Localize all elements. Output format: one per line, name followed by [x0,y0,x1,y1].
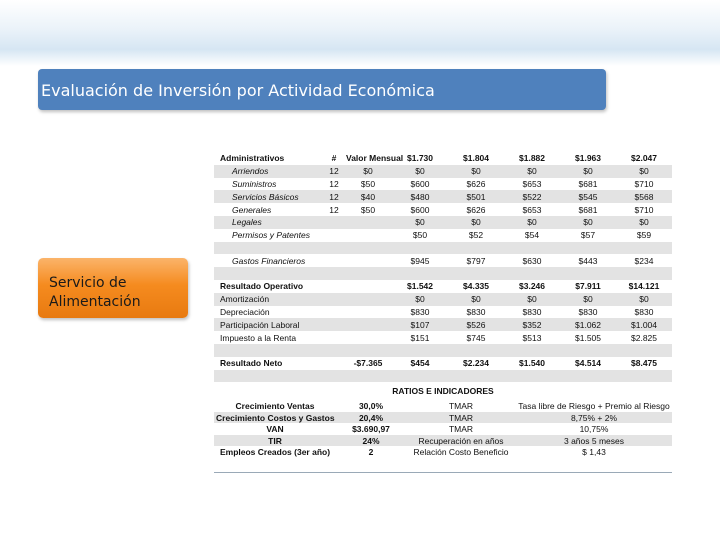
row-year-2: $626 [466,204,486,215]
row-year-3: $0 [504,165,560,178]
table-row [214,318,672,331]
row-year-2: $745 [466,332,486,343]
row-monthly [344,254,392,267]
header-year-1: $1.730 [407,153,433,164]
ratio-label: Empleos Creados (3er año) [219,447,331,458]
row-label [214,242,324,255]
row-monthly [344,344,392,357]
table-row [214,331,672,344]
row-year-2: $0 [448,165,504,178]
table-row [214,280,672,293]
row-year-5: $0 [616,165,672,178]
row-label: Participación Laboral [214,318,324,331]
ratio-row [214,400,672,412]
row-monthly [344,306,392,319]
row-year-1: $1.542 [407,281,433,292]
row-monthly [344,370,392,383]
table-row [214,242,672,255]
row-year-2 [448,242,504,255]
ratio-metric: TMAR [406,412,516,424]
row-year-2: $830 [466,306,486,317]
row-year-2 [448,370,504,383]
row-year-4: $0 [560,165,616,178]
row-year-3: $522 [504,190,560,203]
row-monthly: $40 [344,190,392,203]
ratios-table [214,400,672,458]
row-year-4: $681 [578,178,598,189]
table-bottom-rule [214,472,672,473]
financial-table [214,152,672,382]
row-year-3: $54 [524,230,540,241]
row-year-3: $653 [522,178,542,189]
ratio-detail: $ 1,43 [582,447,606,458]
ratio-metric: TMAR [448,401,474,412]
ratio-detail: Tasa libre de Riesgo + Premio al Riesgo [518,401,670,412]
row-year-2 [448,267,504,280]
row-year-1: $945 [410,255,430,266]
row-year-2: $626 [466,178,486,189]
category-label: Servicio de Alimentación [49,275,141,310]
ratio-value: 2 [368,447,374,458]
ratio-row [214,412,672,424]
row-year-4 [560,344,616,357]
row-year-5: $830 [634,306,654,317]
row-qty [324,370,344,383]
row-year-5: $568 [616,190,672,203]
row-qty [324,331,344,344]
slide-title: Evaluación de Inversión por Actividad Económica [41,81,435,100]
row-qty [324,344,344,357]
header-monthly: Valor Mensual [346,153,404,164]
table-row [214,357,672,370]
row-monthly [344,331,392,344]
row-year-1: $0 [392,165,448,178]
row-year-5 [616,242,672,255]
row-year-3: $513 [522,332,542,343]
row-monthly [344,216,392,229]
row-year-4 [560,242,616,255]
row-year-3 [504,267,560,280]
row-year-4: $4.514 [575,358,601,369]
row-year-3: $653 [522,204,542,215]
row-year-3: $0 [504,293,560,306]
row-year-3 [504,344,560,357]
row-year-2: $0 [448,216,504,229]
ratio-row [214,423,672,435]
row-year-5: $234 [634,255,654,266]
row-label: Suministros [232,178,277,189]
row-label: Resultado Neto [220,358,283,369]
row-year-3: $3.246 [519,281,545,292]
row-year-2: $797 [466,255,486,266]
row-qty [324,293,344,306]
row-year-3: $1.540 [519,358,545,369]
row-year-1: $600 [410,178,430,189]
ratio-metric: Recuperación en años [406,435,516,447]
row-year-2: $526 [448,318,504,331]
row-label [214,370,324,383]
table-row [214,203,672,216]
table-row [214,344,672,357]
row-label: Arriendos [214,165,324,178]
row-monthly: $50 [360,204,376,215]
row-label [214,267,324,280]
row-year-5: $0 [616,216,672,229]
row-year-4: $681 [578,204,598,215]
row-qty [324,318,344,331]
row-monthly [344,242,392,255]
row-year-2: $52 [468,230,484,241]
row-year-4: $1.062 [560,318,616,331]
table-header-row [214,152,672,165]
header-label: Administrativos [220,153,285,164]
row-year-5: $0 [616,293,672,306]
row-year-1: $454 [410,358,430,369]
ratio-detail: 3 años 5 meses [516,435,672,447]
row-label [214,344,324,357]
row-year-3: $630 [522,255,542,266]
row-label: Permisos y Patentes [232,230,310,241]
header-year-4: $1.963 [575,153,601,164]
ratio-value: 20,4% [336,412,406,424]
row-year-3: $0 [504,216,560,229]
financial-sheet [214,152,672,458]
row-year-5: $14.121 [628,281,660,292]
row-label: Impuesto a la Renta [220,332,297,343]
ratio-value: 30,0% [358,401,384,412]
row-year-2: $501 [448,190,504,203]
ratio-value: 24% [336,435,406,447]
header-year-5: $2.047 [631,153,657,164]
header-year-3: $1.882 [519,153,545,164]
table-row [214,267,672,280]
ratios-title: RATIOS E INDICADORES [392,386,494,397]
row-year-1: $830 [410,306,430,317]
row-year-5 [616,370,672,383]
row-year-5: $59 [636,230,652,241]
ratio-label: Crecimiento Costos y Gastos [216,412,335,423]
row-year-5: $1.004 [616,318,672,331]
row-year-4 [560,370,616,383]
row-label: Amortización [214,293,324,306]
row-year-1 [392,344,448,357]
row-qty [324,242,344,255]
row-year-5 [616,267,672,280]
row-year-2: $0 [448,293,504,306]
table-row [214,190,672,203]
table-row [214,216,672,229]
row-year-4: $7.911 [575,281,601,292]
row-qty [324,306,344,319]
row-year-1: $480 [392,190,448,203]
row-year-4: $830 [578,306,598,317]
row-year-1 [392,267,448,280]
table-row [214,165,672,178]
row-year-4 [560,267,616,280]
row-label: Resultado Operativo [220,281,304,292]
row-year-1: $151 [410,332,430,343]
ratio-metric: TMAR [448,424,474,435]
row-qty [324,254,344,267]
row-monthly [344,267,392,280]
ratio-metric: Relación Costo Beneficio [413,447,509,458]
row-year-3: $352 [504,318,560,331]
row-monthly [344,293,392,306]
row-year-4: $57 [580,230,596,241]
row-label: Generales [232,204,272,215]
row-qty: 12 [329,204,339,215]
row-qty [324,216,344,229]
row-label: Depreciación [220,306,270,317]
ratio-value: $3.690,97 [352,424,390,435]
ratio-label: TIR [214,435,336,447]
row-qty: 12 [324,190,344,203]
row-year-1: $0 [392,293,448,306]
table-row [214,370,672,383]
row-monthly: $0 [344,165,392,178]
row-year-5: $8.475 [631,358,657,369]
row-monthly [344,229,392,242]
row-monthly [344,318,392,331]
row-label: Gastos Financieros [232,255,306,266]
header-year-2: $1.804 [463,153,489,164]
row-year-1: $0 [392,216,448,229]
header-qty: # [331,153,337,164]
row-qty [324,357,344,370]
row-year-2: $4.335 [463,281,489,292]
row-year-1 [392,242,448,255]
row-year-2 [448,344,504,357]
row-year-1: $50 [412,230,428,241]
row-year-1: $600 [410,204,430,215]
ratio-detail: 8,75% + 2% [516,412,672,424]
row-year-5 [616,344,672,357]
ratio-row [214,435,672,447]
row-year-2: $2.234 [463,358,489,369]
table-row [214,293,672,306]
row-year-4: $443 [578,255,598,266]
table-row [214,229,672,242]
row-label: Servicios Básicos [214,190,324,203]
ratio-label: VAN [266,424,284,435]
table-row [214,254,672,267]
row-year-1: $107 [392,318,448,331]
ratio-row [214,446,672,458]
row-year-3: $830 [522,306,542,317]
row-year-3 [504,242,560,255]
row-year-4: $1.505 [575,332,601,343]
row-qty: 12 [324,165,344,178]
ratio-detail: 10,75% [579,424,609,435]
top-gradient-band [0,0,720,66]
row-label: Legales [214,216,324,229]
row-year-4: $545 [560,190,616,203]
row-monthly [344,280,392,293]
row-monthly: $50 [360,178,376,189]
row-year-4: $0 [560,216,616,229]
ratio-label: Crecimiento Ventas [235,401,315,412]
row-qty [324,229,344,242]
row-year-1 [392,370,448,383]
row-year-5: $710 [634,178,654,189]
row-monthly: -$7.365 [353,358,383,369]
row-year-5: $2.825 [631,332,657,343]
row-year-4: $0 [560,293,616,306]
table-row [214,178,672,191]
row-year-5: $710 [634,204,654,215]
table-row [214,306,672,319]
row-qty: 12 [329,178,339,189]
row-year-3 [504,370,560,383]
row-qty [324,267,344,280]
row-qty [324,280,344,293]
